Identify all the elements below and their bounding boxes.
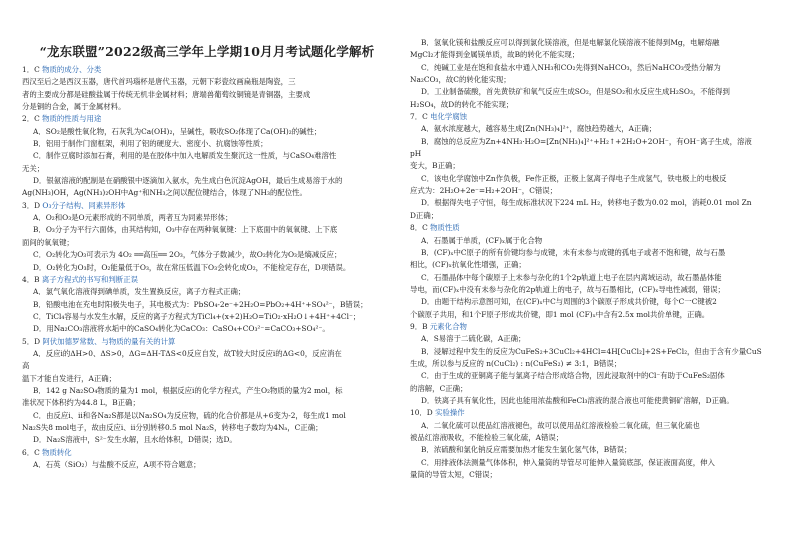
text-line: A．S易溶于二硫化碳，A正确； [421,334,526,344]
question-number: 4．B [22,274,40,284]
question-heading [22,447,392,459]
text-line: 的溶解，C正确； [410,383,468,393]
topic-label: 物质转化 [42,447,72,457]
text-line: 量筒的导管太短，C错误； [410,470,497,480]
text-line: D．银氨溶液的配制是在硝酸银中逐滴加入氨水，先生成白色沉淀AgOH，最后生成易溶于水的 [33,176,343,186]
text-line: C．纯碱工业是在饱和食盐水中通入NH₃和CO₂先得到NaHCO₃，然后NaHCO₃受热分解为 [421,62,721,72]
text-line: 个碳原子共用，和1个F原子形成共价键，即1 mol (CF)ₓ中含有2.5x mol共价单键，正确。 [410,309,710,319]
text-line: D．由题干结构示意图可知，在(CF)ₓ中C与周围的3个碳原子形成共价键，每个C一C键被2 [421,297,717,307]
text-line: 应式为：2H₂O+2e⁻=H₂+2OH⁻，C错误； [410,186,558,196]
text-line: 生成，所以参与反应的 n(CuCl₂) : n(CuFeS₂) ≠ 3:1，B错误； [410,358,622,368]
text-line: B．O₃分子为平行六面体，由其结构知，O₃中存在两种氧氧键：上下底面中的氧氧键、上下底 [33,225,338,235]
question-number: 7．C [410,112,428,122]
text-line: A．反应i的ΔH>0、ΔS>0，ΔG=ΔH-TΔS<0反应自发，故T较大时反应i的ΔG<0，反应消在 [33,348,342,358]
text-line: pH [410,149,422,159]
topic-label: O₃分子结构、同素异形体 [42,200,126,210]
text-line: MgCl₂才能得到金属镁单质，故B的转化不能实现； [410,50,580,60]
question-number: 6．C [22,447,40,457]
text-line: B．腐蚀的总反应为Zn+4NH₃·H₂O=[Zn(NH₃)₄]²⁺+H₂↑+2H₂O+2OH⁻，有OH⁻离子生成，溶液 [421,136,752,146]
text-line: C．该电化学腐蚀中Zn作负极，Fe作正极，正极上氢离子得电子生成氢气，铁电极上的电极反 [421,173,727,183]
question-number: 3．D [22,200,41,210]
text-line: D．工业制备硫酸，首先黄铁矿和氧气反应生成SO₂，但是SO₂和水反应生成H₂SO₃，不能得到 [421,87,730,97]
text-line: 分是铜的合金，属于金属材料。 [22,102,126,112]
text-line: A．O₂和O₃是O元素形成的不同单质，两者互为同素异形体； [33,213,233,223]
text-line: 准状况下体积约为44.8 L，B正确； [22,398,140,408]
text-line: 温下才能自发进行，A正确； [22,373,117,383]
text-line: D．用Na₂CO₃溶液将水垢中的CaSO₄转化为CaCO₃：CaSO₄+CO₃²⁻=CaCO₃+SO₄²⁻。 [33,324,330,334]
question-heading [22,200,392,212]
question-heading [410,111,780,123]
text-line: Ag(NH₃)OH，Ag(NH₃)₂OH中Ag⁺和NH₃之间以配位键结合，体现了NH₃的配位性。 [22,188,307,198]
text-line: 导电，而(CF)ₓ中没有未参与杂化的2p轨道上的电子，故与石墨相比，(CF)ₓ导电性减弱，错误； [410,284,725,294]
text-line: C．O₂转化为O₃可表示为 4O₂ ══高压══ 2O₃，气体分子数减少，故O₂转化为O₃是熵减反应； [33,250,342,260]
question-heading [22,274,392,286]
text-line: C．石墨晶体中每个碳原子上未参与杂化的1个2p轨道上电子在层内离域运动，故石墨晶体能 [421,272,722,282]
text-line: B．铝用于制作门窗框架，利用了铝的硬度大、密度小、抗腐蚀等性质； [33,139,268,149]
topic-label: 电化学腐蚀 [430,112,468,122]
left-column [22,0,392,471]
question-number: 9．B [410,321,428,331]
text-line: B．142 g Na₂SO₄物质的量为1 mol，根据反应i的化学方程式，产生O₂物质的量为2 mol，标 [33,385,343,395]
text-line: 被品红溶液吸收，不能检验三氧化硫，A错误； [410,433,564,442]
text-line: C．用排液体法测量气体体积，伸入量筒的导管尽可能伸入量筒底部，保证液面高度，伸入 [421,457,715,467]
text-line: A．氨水浓度越大，越容易生成[Zn(NH₃)₄]²⁺，腐蚀趋势越大，A正确； [421,124,657,134]
question-heading [22,113,392,125]
topic-label: 物质性质 [430,223,460,233]
text-line: 高 [22,361,30,371]
text-line: B．浸解过程中发生的反应为CuFeS₂+3CuCl₂+4HCl=4H[CuCl₂]+2S+FeCl₂，但由于含有少量CuS [421,346,762,356]
text-line: B．铅酸电池在充电时阳极失电子，其电极式为：PbSO₄-2e⁻+2H₂O=PbO₂+4H⁺+SO₄²⁻，B错误； [33,299,368,309]
text-line: D．铁离子具有氧化性，因此也能用浓盐酸和FeCl₃溶液的混合液也可能使黄铜矿溶解，D正确。 [421,395,734,405]
text-line: A．氯气氧化溶液得到碘单质，发生置换反应，离子方程式正确； [33,287,246,297]
text-line: 变大，B正确； [410,161,460,171]
question-heading [410,222,780,234]
text-line: C．制作豆腐时添加石膏，利用的是在胶体中加入电解质发生聚沉这一性质，与CaSO₄难溶性 [33,151,337,161]
topic-label: 物质的成分、分类 [42,65,102,74]
question-number: 1．C [22,65,40,74]
text-line: 面间的氧氧键； [22,237,74,247]
text-line: D正确； [410,210,439,220]
text-line: D．根据得失电子守恒，每生成标准状况下224 mL H₂，转移电子数为0.02 mol，消耗0.01 mol Zn [421,198,752,208]
topic-label: 物质的性质与用途 [42,114,102,124]
text-line: B．浓硫酸和氯化钠反应需要加热才能发生氯化氢气体，B错误； [421,445,632,455]
topic-label: 元素化合物 [429,321,467,331]
text-line: Na₂CO₃，故C的转化能实现； [410,75,511,85]
question-number: 8．C [410,223,428,233]
text-line: A．石墨属于单质，(CF)ₓ属于化合物 [421,235,543,245]
text-line: A．二氧化硫可以使品红溶液褪色，故可以使用品红溶液检验二氧化硫，但三氧化硫也 [421,420,700,430]
text-line: H₂SO₄，故D的转化不能实现； [410,99,514,109]
text-line: C．由于生成的亚铜离子能与氯离子结合形成络合物，因此浸取剂中的Cl⁻有助于CuFeS₂固体 [421,371,725,381]
question-number: 5．D [22,336,41,346]
text-line: 者的主要成分都是硅酸盐属于传统无机非金属材料；唐端兽葡萄纹铜镜是青铜器，主要成 [22,89,311,99]
question-number: 2．C [22,114,40,124]
text-line: 无关； [22,163,45,173]
text-line: Na₂S失8 mol电子，故由反应i、ii分别转移0.5 mol Na₂S，转移电子数均为4Nₐ，C正确； [22,422,323,432]
page-title: “龙东联盟”2022级高三学年上学期10月月考试题化学解析 [39,44,375,59]
question-heading [410,321,780,333]
left-lines [22,64,392,471]
topic-label: 离子方程式的书写和判断正误 [41,274,138,284]
question-heading [410,407,780,419]
text-line: B．(CF)ₓ中C原子的所有价键均参与成键，未有未参与成键的孤电子或者不饱和键，故与石墨 [421,247,726,257]
text-line: 西汉至后之是西汉玉器，唐代首玛瑙杯是唐代玉器，元朝下彩瓷纹画扁瓶是陶瓷，三 [22,77,296,87]
topic-label: 实验操作 [435,408,465,418]
text-line: D．Na₂S溶液中，S²⁻发生水解，且水给体积，D错误；选D。 [33,435,237,445]
text-line: B．氢氧化镁和盐酸反应可以得到氯化镁溶液，但是电解氯化镁溶液不能得到Mg，电解熔融 [421,38,720,47]
text-line: C．由反应i、ii和各Na₂S都是以Na₂SO₄为反应物，硫的化合价都是从+6变为-2，每生成1 mol [33,410,346,420]
topic-label: 阿伏加德罗常数、与物质的量有关的计算 [42,336,176,346]
question-heading [22,64,392,76]
text-line: C．TiCl₄容易与水发生水解，反应的离子方程式为TiCl₄+(x+2)H₂O=TiO₂·xH₂O↓+4H⁺+4Cl⁻； [33,311,361,321]
text-line: A．石英（SiO₂）与盐酸不反应，A项不符合题意； [33,460,201,469]
question-heading [22,336,392,348]
text-line: D．O₂转化为O₃时，O₂能量低于O₃，故在常压低温下O₃会转化成O₂，不能检定存在，D项错误。 [33,262,351,272]
right-column [410,37,780,481]
right-lines [410,37,780,481]
question-number: 10．D [410,408,433,418]
text-line: 相比，(CF)ₓ抗氧化性增强，正确； [410,260,526,270]
text-line: A．SO₂是酸性氧化物，石灰乳为Ca(OH)₂，呈碱性，吸收SO₂体现了Ca(OH)₂的碱性； [33,126,322,136]
